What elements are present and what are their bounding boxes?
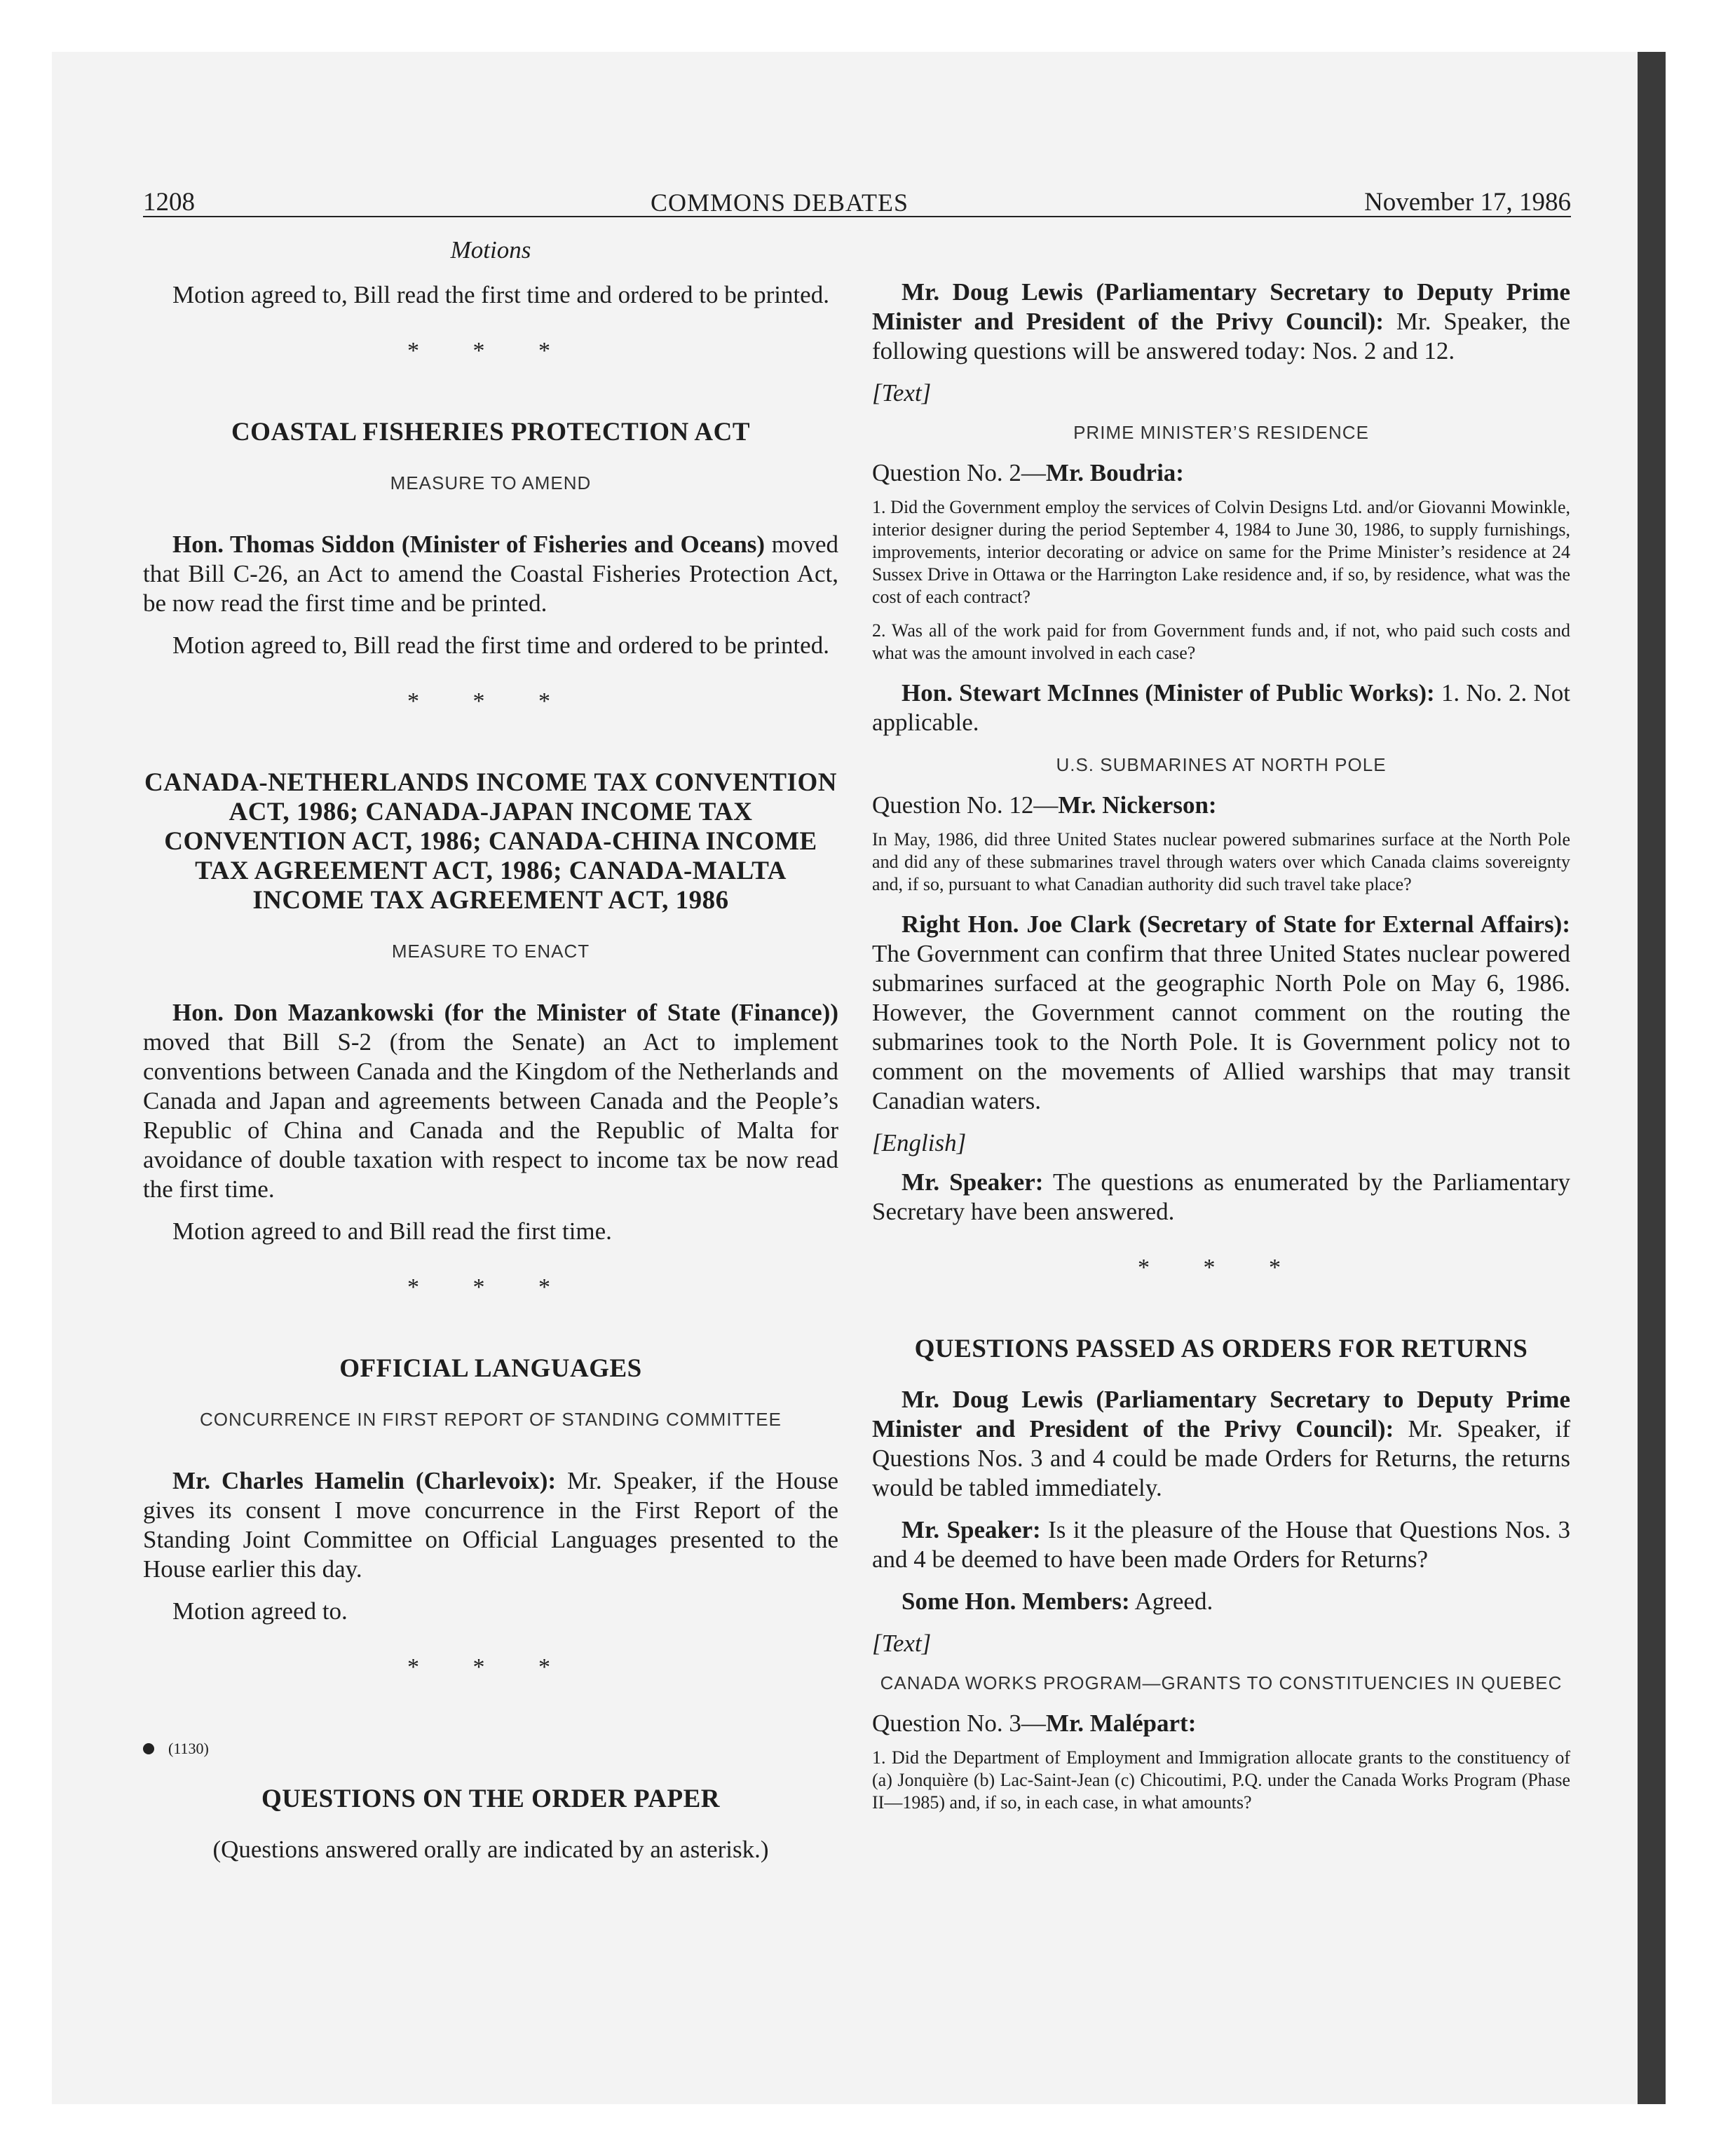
right-column — [872, 230, 1570, 1825]
page-number: 1208 — [143, 188, 195, 217]
speech-text: 1. No. 2. Not applicable. — [872, 679, 1570, 736]
pm-residence-subhead: PRIME MINISTER’S RESIDENCE — [1073, 422, 1369, 443]
time-marker-text: (1130) — [168, 1740, 209, 1757]
section-separator: * * * — [1138, 1255, 1305, 1281]
speech-text: The questions as enumerated by the Parliamentary Secretary have been answered. — [872, 1168, 1570, 1225]
bullet-icon — [143, 1743, 154, 1754]
canada-tax-motion-paragraph — [143, 998, 838, 1204]
canada-tax-subhead: MEASURE TO ENACT — [391, 941, 590, 962]
speaker-name: Mr. Charles Hamelin (Charlevoix): — [172, 1467, 557, 1494]
speech-text: moved that Bill S-2 (from the Senate) an Act to implement conventions between Canada and the Kingdom of the Netherlands and Canada and Japan and agreements between Canada and the People’s Republic of China and Canada and the Republic of Malta for avoidance of double taxation with respect to income tax be now read the first time. — [143, 1028, 838, 1203]
page-header — [143, 179, 1571, 217]
section-label-motions: Motions — [450, 236, 531, 264]
questions-note: (Questions answered orally are indicated by an asterisk.) — [212, 1836, 769, 1863]
question-asker: Mr. Boudria: — [1045, 459, 1184, 486]
language-marker: [English] — [872, 1129, 967, 1157]
speaker-name: Right Hon. Joe Clark (Secretary of State for External Affairs): — [901, 910, 1570, 938]
question-3-part-1: 1. Did the Department of Employment and Immigration allocate grants to the constituency of (a) Jonquière (b) Lac-Saint-Jean (c) Chicoutimi, P.Q. under the Canada Works Program (Phase II—1985) and, if so, in each case, in what amounts? — [872, 1747, 1570, 1813]
publication-title: COMMONS DEBATES — [651, 189, 909, 217]
speech-text: Mr. Speaker, the following questions will be answered today: Nos. 2 and 12. — [872, 308, 1570, 364]
time-marker — [143, 1734, 838, 1763]
left-column — [143, 230, 838, 1864]
question-prefix: Question No. 2— — [872, 459, 1046, 486]
coastal-motion-paragraph — [143, 530, 838, 618]
question-2-line — [872, 458, 1570, 488]
speaker-statement — [872, 1168, 1570, 1227]
question-2-part-2: 2. Was all of the work paid for from Government funds and, if not, who paid such costs and what was the amount involved in each case? — [872, 620, 1570, 663]
speech-text: Agreed. — [1129, 1588, 1213, 1615]
question-3-line — [872, 1709, 1570, 1738]
members-response — [872, 1587, 1570, 1616]
coastal-subhead: MEASURE TO AMEND — [390, 472, 592, 493]
language-marker: [Text] — [872, 1630, 932, 1657]
questions-order-paper-heading: QUESTIONS ON THE ORDER PAPER — [261, 1785, 721, 1813]
question-12-line — [872, 791, 1570, 820]
lewis-statement — [872, 278, 1570, 366]
section-separator: * * * — [407, 688, 574, 714]
canada-works-subhead: CANADA WORKS PROGRAM—GRANTS TO CONSTITUENCIES IN QUEBEC — [880, 1672, 1563, 1693]
canada-tax-heading: CANADA-NETHERLANDS INCOME TAX CONVENTION ACT, 1986; CANADA-JAPAN INCOME TAX CONVENTION ACT, 1986; CANADA-CHINA INCOME TAX AGREEMENT ACT, 1986; CANADA-MALTA INCOME TAX AGREEMENT ACT, 1986 — [144, 768, 837, 915]
speaker-name: Hon. Don Mazankowski (for the Minister of State (Finance)) — [172, 999, 838, 1026]
speaker-name: Mr. Speaker: — [901, 1168, 1044, 1196]
question-prefix: Question No. 12— — [872, 791, 1059, 819]
speech-text: Is it the pleasure of the House that Questions Nos. 3 and 4 be deemed to have been made Orders for Returns? — [872, 1516, 1571, 1573]
clark-answer — [872, 910, 1570, 1116]
speech-text: The Government can confirm that three United States nuclear powered submarines surfaced at the geographic North Pole on May 6, 1986. However, the Government cannot comment on the routing the submarines took to the North Pole. It is Government policy not to comment on the movements of Allied warships that may transit Canadian waters. — [872, 940, 1570, 1114]
speaker-name: Hon. Stewart McInnes (Minister of Public Works): — [901, 679, 1435, 707]
speech-text: Mr. Speaker, if the House gives its consent I move concurrence in the First Report of the Standing Joint Committee on Official Languages presented to the House earlier this day. — [143, 1467, 838, 1583]
speech-text: Mr. Speaker, if Questions Nos. 3 and 4 could be made Orders for Returns, the returns would be tabled immediately. — [872, 1415, 1570, 1501]
official-languages-subhead: CONCURRENCE IN FIRST REPORT OF STANDING COMMITTEE — [199, 1409, 782, 1430]
speaker-name: Mr. Speaker: — [901, 1516, 1041, 1543]
lewis-orders-statement — [872, 1385, 1570, 1503]
orders-for-returns-heading: QUESTIONS PASSED AS ORDERS FOR RETURNS — [914, 1335, 1528, 1363]
header-rule — [143, 216, 1571, 217]
speaker-name: Hon. Thomas Siddon (Minister of Fisheries and Oceans) — [172, 531, 766, 558]
scan-edge-shadow — [1638, 52, 1666, 2104]
mcinnes-answer — [872, 678, 1570, 737]
official-languages-heading: OFFICIAL LANGUAGES — [339, 1354, 642, 1383]
question-2-part-1: 1. Did the Government employ the services of Colvin Designs Ltd. and/or Giovanni Mowinkle, interior designer during the period September 4, 1984 to June 30, 1986, to supply furnishings, improvements, interior decorating or advice on same for the Prime Minister’s residence at 24 Sussex Drive in Ottawa or the Harrington Lake residence and, if so, by residence, what was the cost of each contract? — [872, 497, 1570, 607]
submarines-subhead: U.S. SUBMARINES AT NORTH POLE — [1056, 754, 1387, 775]
speaker-question — [872, 1515, 1570, 1574]
speaker-name: Mr. Doug Lewis (Parliamentary Secretary to Deputy Prime Minister and President of the Privy Council): — [872, 278, 1570, 335]
coastal-motion-result: Motion agreed to, Bill read the first time and ordered to be printed. — [172, 632, 829, 659]
official-languages-motion-result: Motion agreed to. — [172, 1597, 348, 1625]
official-languages-paragraph — [143, 1466, 838, 1584]
page-date: November 17, 1986 — [1364, 188, 1571, 217]
section-separator: * * * — [407, 1274, 574, 1300]
question-asker: Mr. Malépart: — [1045, 1710, 1197, 1737]
question-12-text: In May, 1986, did three United States nuclear powered submarines surface at the North Pole and did any of these submarines travel through waters over which Canada claims sovereignty and, if so, pursuant to what Canadian authority did such travel take place? — [872, 829, 1570, 894]
section-separator: * * * — [407, 338, 574, 364]
language-marker: [Text] — [872, 379, 932, 407]
coastal-fisheries-heading: COASTAL FISHERIES PROTECTION ACT — [231, 418, 751, 446]
question-prefix: Question No. 3— — [872, 1710, 1046, 1737]
speech-text: moved that Bill C-26, an Act to amend the Coastal Fisheries Protection Act, be now read the first time and be printed. — [143, 531, 838, 617]
canada-tax-motion-result: Motion agreed to and Bill read the first time. — [172, 1217, 612, 1245]
motion-paragraph: Motion agreed to, Bill read the first time and ordered to be printed. — [172, 281, 829, 308]
speaker-name: Mr. Doug Lewis (Parliamentary Secretary to Deputy Prime Minister and President of the Privy Council): — [872, 1386, 1570, 1442]
speaker-name: Some Hon. Members: — [901, 1588, 1130, 1615]
question-asker: Mr. Nickerson: — [1058, 791, 1217, 819]
section-separator: * * * — [407, 1654, 574, 1680]
